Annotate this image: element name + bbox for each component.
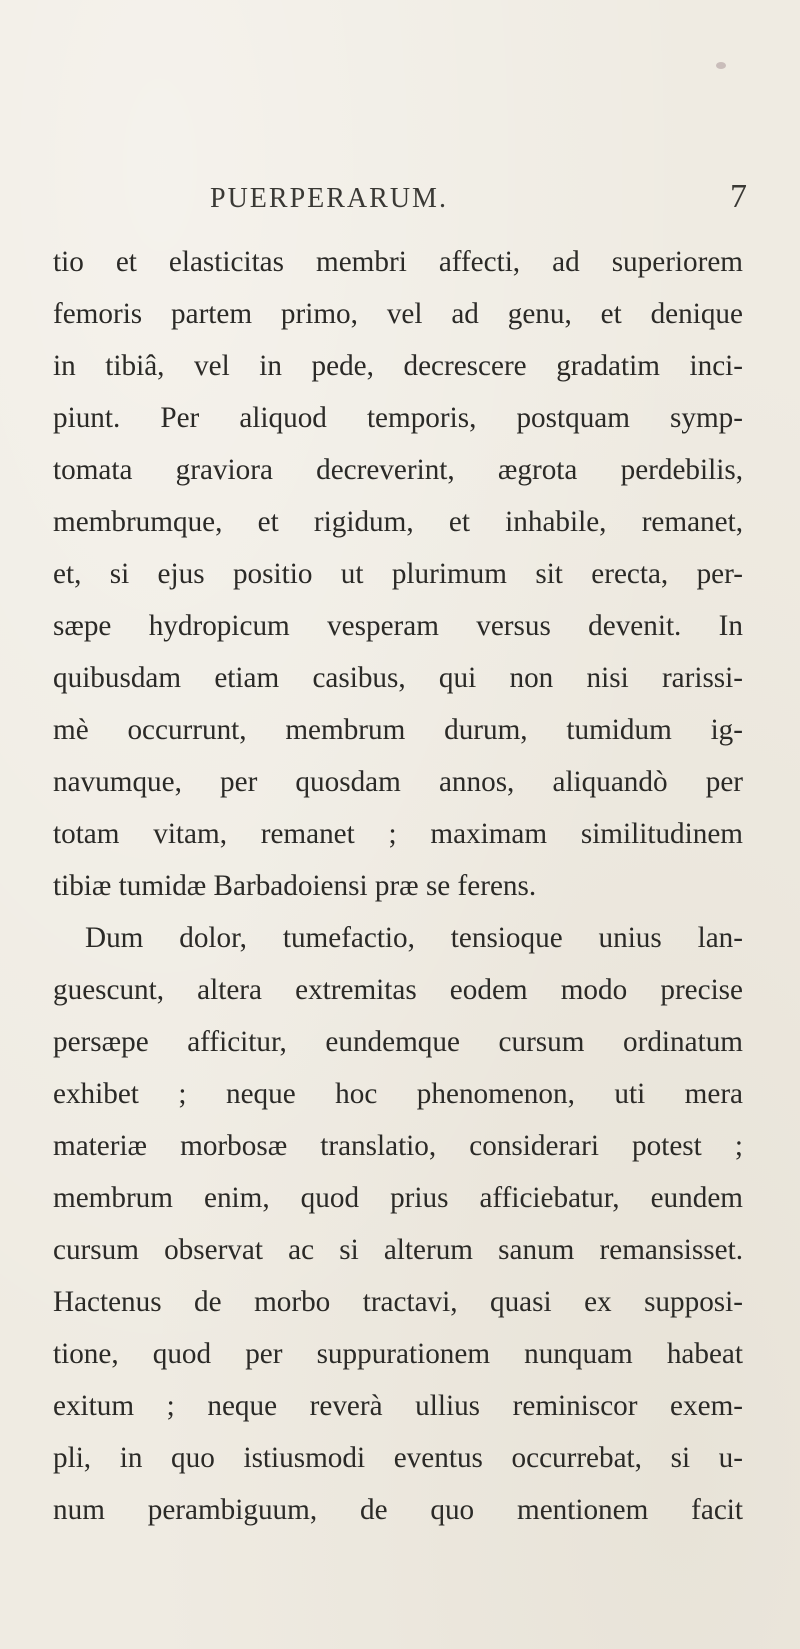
- text-line: et, si ejus positio ut plurimum sit erecta, per-: [53, 558, 743, 590]
- text-line: membrumque, et rigidum, et inhabile, remanet,: [53, 506, 743, 538]
- text-line: persæpe afficitur, eundemque cursum ordinatum: [53, 1026, 743, 1058]
- text-line: exitum ; neque reverà ullius reminiscor exem-: [53, 1390, 743, 1422]
- text-line: femoris partem primo, vel ad genu, et denique: [53, 298, 743, 330]
- text-line: num perambiguum, de quo mentionem facit: [53, 1494, 743, 1526]
- ink-spot: [716, 62, 726, 69]
- text-line: piunt. Per aliquod temporis, postquam symp-: [53, 402, 743, 434]
- text-line: totam vitam, remanet ; maximam similitudinem: [53, 818, 743, 850]
- text-line: Hactenus de morbo tractavi, quasi ex supposi-: [53, 1286, 743, 1318]
- text-line: quibusdam etiam casibus, qui non nisi rarissi-: [53, 662, 743, 694]
- text-line: in tibiâ, vel in pede, decrescere gradatim inci-: [53, 350, 743, 382]
- text-line: materiæ morbosæ translatio, considerari potest ;: [53, 1130, 743, 1162]
- text-line: exhibet ; neque hoc phenomenon, uti mera: [53, 1078, 743, 1110]
- text-line: cursum observat ac si alterum sanum remansisset.: [53, 1234, 743, 1266]
- page-number: 7: [730, 178, 747, 215]
- text-line: tibiæ tumidæ Barbadoiensi præ se ferens.: [53, 870, 537, 902]
- text-line: tio et elasticitas membri affecti, ad superiorem: [53, 246, 743, 278]
- text-line: tomata graviora decreverint, ægrota perdebilis,: [53, 454, 743, 486]
- text-line: pli, in quo istiusmodi eventus occurrebat, si u-: [53, 1442, 743, 1474]
- paragraph-start-line: Dum dolor, tumefactio, tensioque unius lan-: [85, 922, 743, 954]
- running-head: PUERPERARUM.: [210, 183, 448, 214]
- text-line: tione, quod per suppurationem nunquam habeat: [53, 1338, 743, 1370]
- text-line: membrum enim, quod prius afficiebatur, eundem: [53, 1182, 743, 1214]
- text-line: guescunt, altera extremitas eodem modo precise: [53, 974, 743, 1006]
- text-line: sæpe hydropicum vesperam versus devenit. In: [53, 610, 743, 642]
- text-line: mè occurrunt, membrum durum, tumidum ig-: [53, 714, 743, 746]
- text-line: navumque, per quosdam annos, aliquandò per: [53, 766, 743, 798]
